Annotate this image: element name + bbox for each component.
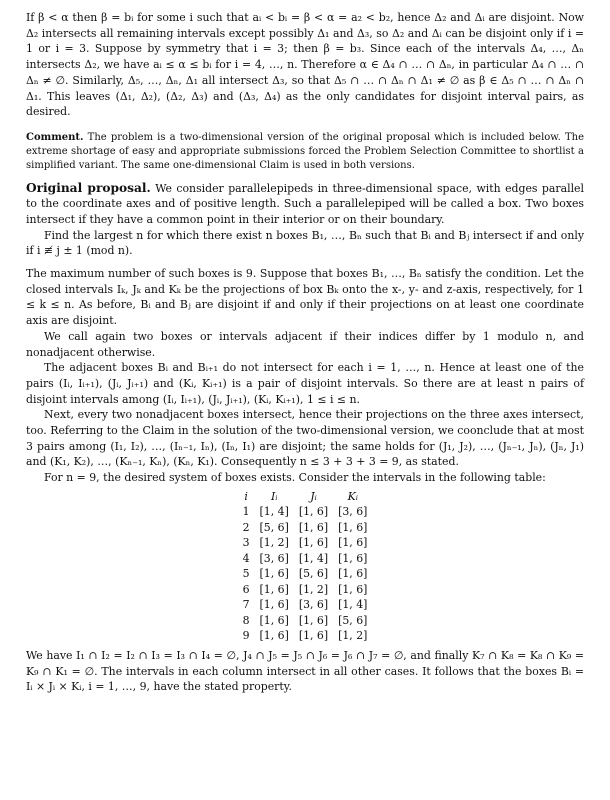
table-row bbox=[238, 582, 373, 598]
table-cell: [5, 6] bbox=[259, 520, 289, 534]
table-cell: [1, 4] bbox=[338, 598, 368, 612]
comment-paragraph bbox=[26, 131, 584, 174]
table-cell: [3, 6] bbox=[298, 598, 329, 612]
original-proposal-body: We consider parallelepipeds in three-dimensional space, with edges parallel to the coordinate axes and of positive length. Such a parallelepiped will be called a box. Two boxes intersect if they have a common point in their interior or on their boundary. bbox=[26, 181, 584, 226]
table-cell: [1, 6] bbox=[298, 505, 329, 519]
table-header: i bbox=[244, 489, 248, 503]
table-row bbox=[238, 520, 373, 536]
table-cell: [1, 6] bbox=[338, 536, 368, 550]
table-cell: [1, 6] bbox=[338, 567, 368, 581]
table-cell: [5, 6] bbox=[338, 613, 368, 627]
paragraph-maximum: The maximum number of such boxes is 9. Suppose that boxes B₁, …, Bₙ satisfy the condition. Let the closed intervals Iₖ, Jₖ and Kₖ be the projections of box Bₖ onto the x-, y- and z-axis, respectively, for 1 ≤ k ≤ n. As before, Bᵢ and Bⱼ are disjoint if and only if their projections on at least one coordinate axis are disjoint. bbox=[26, 267, 584, 328]
table-header: Jᵢ bbox=[310, 489, 317, 503]
table-cell: [1, 6] bbox=[338, 551, 368, 565]
table-cell: [5, 6] bbox=[298, 567, 329, 581]
table-row bbox=[238, 613, 373, 629]
original-proposal-heading: Original proposal. bbox=[26, 180, 151, 195]
table-cell: [1, 6] bbox=[259, 567, 289, 581]
table-cell: [1, 6] bbox=[298, 613, 329, 627]
table-cell: [3, 6] bbox=[259, 551, 289, 565]
table-cell: [1, 6] bbox=[338, 520, 368, 534]
table-cell: 1 bbox=[242, 505, 250, 519]
paragraph-nonadjacent: Next, every two nonadjacent boxes intersect, hence their projections on the three axes intersect, too. Referring to the Claim in the solution of the two-dimensional version, we coonclude that at most 3 pairs among (I₁, I₂), …, (Iₙ₋₁, Iₙ), (Iₙ, I₁) are disjoint; the same holds for (J₁, J₂), …, (Jₙ₋₁, Jₙ), (Jₙ, J₁) and (K₁, K₂), …, (Kₙ₋₁, Kₙ), (Kₙ, K₁). Consequently n ≤ 3 + 3 + 3 = 9, as stated. bbox=[26, 408, 584, 469]
table-cell: 4 bbox=[242, 551, 250, 565]
table-row bbox=[238, 597, 373, 613]
table-cell: 9 bbox=[242, 629, 250, 643]
table-cell: [1, 6] bbox=[298, 629, 329, 643]
table-cell: [1, 6] bbox=[259, 598, 289, 612]
table-cell: 2 bbox=[242, 520, 250, 534]
table-cell: [1, 2] bbox=[338, 629, 368, 643]
table-cell: [1, 2] bbox=[298, 582, 329, 596]
table-row bbox=[238, 504, 373, 520]
original-proposal-paragraph bbox=[26, 181, 584, 228]
table-cell: [1, 6] bbox=[259, 629, 289, 643]
table-header-row bbox=[238, 489, 373, 505]
table-row bbox=[238, 551, 373, 567]
table-header: Kᵢ bbox=[347, 489, 358, 503]
table-row bbox=[238, 566, 373, 582]
table-row bbox=[238, 628, 373, 644]
table-cell: 8 bbox=[242, 613, 250, 627]
paragraph-adjacent-definition: We call again two boxes or intervals adjacent if their indices differ by 1 modulo n, and nonadjacent otherwise. bbox=[26, 329, 584, 359]
table-cell: [1, 6] bbox=[259, 582, 289, 596]
table-cell: [1, 4] bbox=[298, 551, 329, 565]
problem-statement: Find the largest n for which there exist n boxes B₁, …, Bₙ such that Bᵢ and Bⱼ intersect if and only if i ≢ j ± 1 (mod n). bbox=[26, 228, 584, 258]
table-cell: [1, 6] bbox=[259, 613, 289, 627]
comment-heading: Comment. bbox=[26, 131, 84, 143]
table-cell: [1, 6] bbox=[298, 536, 329, 550]
paragraph-construction: For n = 9, the desired system of boxes exists. Consider the intervals in the following table: bbox=[44, 471, 546, 485]
paragraph-adjacent-boxes: The adjacent boxes Bᵢ and Bᵢ₊₁ do not intersect for each i = 1, …, n. Hence at least one of the pairs (Iᵢ, Iᵢ₊₁), (Jᵢ, Jᵢ₊₁) and (Kᵢ, Kᵢ₊₁) is a pair of disjoint intervals. So there are at least n pairs of disjoint intervals among (Iᵢ, Iᵢ₊₁), (Jᵢ, Jᵢ₊₁), (Kᵢ, Kᵢ₊₁), 1 ≤ i ≤ n. bbox=[26, 361, 584, 406]
table-cell: [3, 6] bbox=[338, 505, 368, 519]
table-cell: [1, 4] bbox=[259, 505, 289, 519]
table-row bbox=[238, 535, 373, 551]
table-cell: 6 bbox=[242, 582, 250, 596]
table-cell: [1, 2] bbox=[259, 536, 289, 550]
paragraph-conclusion: We have I₁ ∩ I₂ = I₂ ∩ I₃ = I₃ ∩ I₄ = ∅, J₄ ∩ J₅ = J₅ ∩ J₆ = J₆ ∩ J₇ = ∅, and finally K₇ ∩ K₈ = K₈ ∩ K₉ = K₉ ∩ K₁ = ∅. The intervals in each column intersect in all other cases. It follows that the boxes Bᵢ = Iᵢ × Jᵢ × Kᵢ, i = 1, …, 9, have the stated property. bbox=[26, 648, 584, 694]
paragraph-claim-proof-end: If β < α then β = bᵢ for some i such that aᵢ < bᵢ = β < α = a₂ < b₂, hence Δ₂ and Δᵢ are disjoint. Now Δ₂ intersects all remaining intervals except possibly Δ₁ and Δ₃, so Δ₂ and Δᵢ can be disjoint only if i = 1 or i = 3. Suppose by symmetry that i = 3; then β = b₃. Since each of the intervals Δ₄, …, Δₙ intersects Δ₂, we have aᵢ ≤ α ≤ bᵢ for i = 4, …, n. Therefore α ∈ Δ₄ ∩ … ∩ Δₙ, in particular Δ₄ ∩ … ∩ Δₙ ≠ ∅. Similarly, Δ₅, …, Δₙ, Δ₁ all intersect Δ₃, so that Δ₅ ∩ … ∩ Δₙ ∩ Δ₁ ≠ ∅ as β ∈ Δ₅ ∩ … ∩ Δₙ ∩ Δ₁. This leaves (Δ₁, Δ₂), (Δ₂, Δ₃) and (Δ₃, Δ₄) as the only candidates for disjoint interval pairs, as desired. bbox=[26, 11, 584, 119]
table-cell: 5 bbox=[242, 567, 250, 581]
table-header: Iᵢ bbox=[270, 489, 278, 503]
table-cell: 7 bbox=[242, 598, 250, 612]
comment-body: The problem is a two-dimensional version of the original proposal which is included below. The extreme shortage of easy and appropriate submissions forced the Problem Selection Committee to shortlist a simplified variant. The same one-dimensional Claim is used in both versions. bbox=[26, 131, 584, 172]
interval-table bbox=[238, 489, 373, 644]
table-cell: 3 bbox=[242, 536, 250, 550]
table-cell: [1, 6] bbox=[338, 582, 368, 596]
table-cell: [1, 6] bbox=[298, 520, 329, 534]
